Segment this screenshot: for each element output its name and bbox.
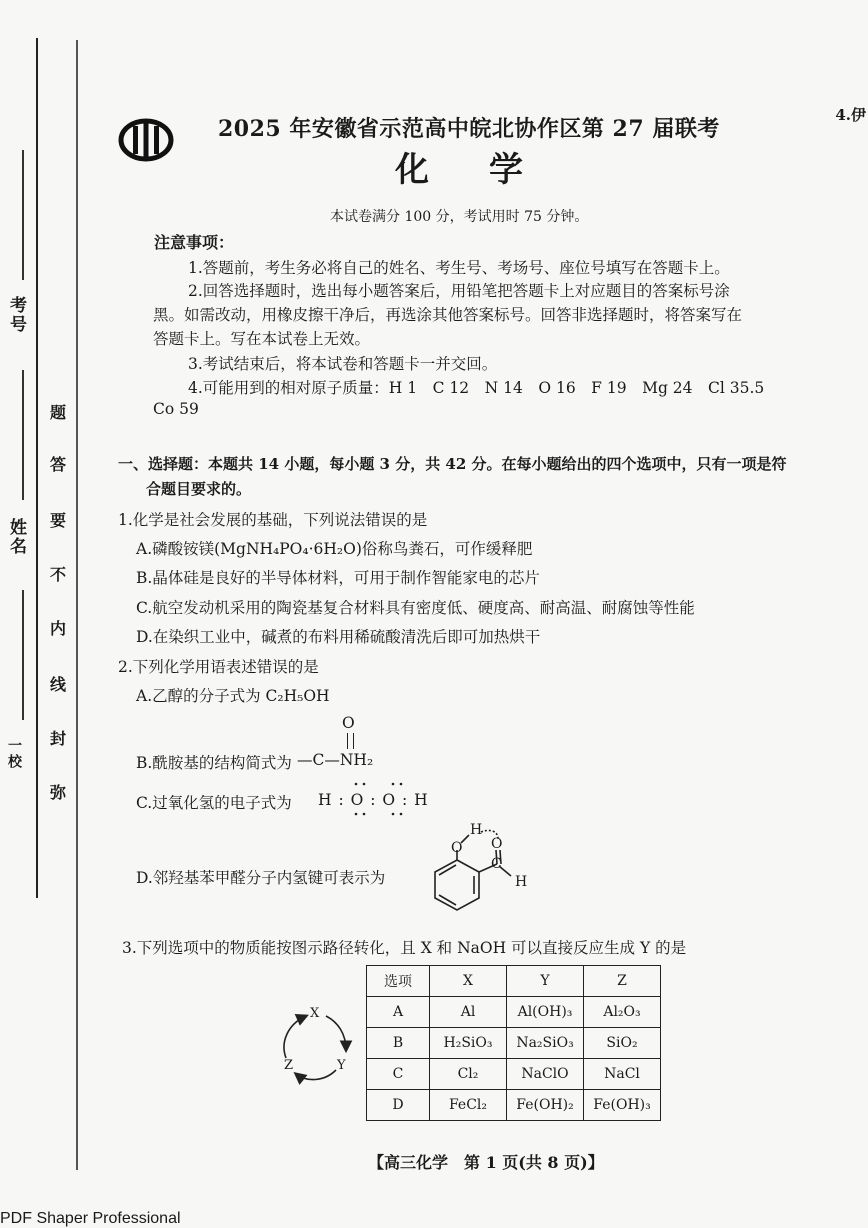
seal-char: 题 <box>50 403 67 422</box>
seal-char: 答 <box>50 455 67 474</box>
table-header: 选项 <box>367 966 430 997</box>
table-cell: A <box>367 997 430 1028</box>
hydroxyl-hydrogen: H <box>470 822 483 838</box>
notice-item: 答题卡上。写在本试卷上无效。 <box>153 330 371 348</box>
school-label: 一校 <box>6 738 22 770</box>
seal-char: 封 <box>50 729 67 748</box>
notice-item: Co 59 <box>153 400 199 418</box>
phenol-oxygen: O <box>451 840 463 856</box>
seal-char: 要 <box>50 511 67 530</box>
table-header-row <box>367 966 661 997</box>
section-heading-cont: 合题目要求的。 <box>146 480 252 498</box>
amide-double-bond <box>347 733 354 749</box>
exam-number-label: 考号 <box>6 296 26 334</box>
table-cell: NaClO <box>507 1059 584 1090</box>
cycle-label-z: Z <box>284 1058 294 1073</box>
table-cell: FeCl₂ <box>430 1090 507 1121</box>
table-row <box>367 1090 661 1121</box>
binding-line-inner <box>76 40 78 1170</box>
q2-option-b-text: B.酰胺基的结构简式为 <box>136 754 292 772</box>
table-row <box>367 1028 661 1059</box>
seal-char: 线 <box>50 675 67 694</box>
notice-heading: 注意事项： <box>154 233 235 252</box>
aldehyde-hydrogen: H <box>515 874 528 890</box>
table-cell: NaCl <box>584 1059 661 1090</box>
table-cell: H₂SiO₃ <box>430 1028 507 1059</box>
cycle-label-y: Y <box>337 1058 346 1073</box>
table-cell: Al(OH)₃ <box>507 997 584 1028</box>
table-cell: Cl₂ <box>430 1059 507 1090</box>
exam-title: 2025 年安徽省示范高中皖北协作区第 27 届联考 <box>218 116 720 142</box>
q1-option-a: A.磷酸铵镁(MgNH₄PO₄·6H₂O)俗称鸟粪石，可作缓释肥 <box>136 540 533 558</box>
seal-char: 不 <box>50 565 67 584</box>
table-row <box>367 1059 661 1090</box>
table-cell: C <box>367 1059 430 1090</box>
exam-number-underline <box>22 150 24 280</box>
notice-item: 黑。如需改动，用橡皮擦干净后，再选涂其他答案标号。回答非选择题时，将答案写在 <box>153 306 743 324</box>
table-row <box>367 997 661 1028</box>
seal-char: 弥 <box>50 783 67 802</box>
table-cell: SiO₂ <box>584 1028 661 1059</box>
table-cell: Na₂SiO₃ <box>507 1028 584 1059</box>
q1-option-c: C.航空发动机采用的陶瓷基复合材料具有密度低、硬度高、耐高温、耐腐蚀等性能 <box>136 599 695 617</box>
notice-item: 3.考试结束后，将本试卷和答题卡一并交回。 <box>188 355 498 373</box>
watermark: PDF Shaper Professional <box>0 1210 181 1227</box>
next-page-edge-text: 4.伊 <box>835 106 866 124</box>
table-cell: Al₂O₃ <box>584 997 661 1028</box>
exam-info: 本试卷满分 100 分，考试用时 75 分钟。 <box>330 209 589 225</box>
q3-stem: 3.下列选项中的物质能按图示路径转化，且 X 和 NaOH 可以直接反应生成 Y 的是 <box>122 939 687 957</box>
aldehyde-oxygen: O <box>491 836 503 852</box>
q2-option-d-text: D.邻羟基苯甲醛分子内氢键可表示为 <box>136 869 386 887</box>
aldehyde-carbon: C <box>491 856 502 872</box>
q1-option-d: D.在染织工业中，碱煮的布料用稀硫酸清洗后即可加热烘干 <box>136 628 541 646</box>
table-cell: Fe(OH)₂ <box>507 1090 584 1121</box>
table-header: Z <box>584 966 661 997</box>
q1-option-b: B.晶体硅是良好的半导体材料，可用于制作智能家电的芯片 <box>136 569 540 587</box>
table-header: X <box>430 966 507 997</box>
cycle-label-x: X <box>310 1006 320 1021</box>
q2-option-c-text: C.过氧化氢的电子式为 <box>136 794 292 812</box>
section-heading: 一、选择题：本题共 14 小题，每小题 3 分，共 42 分。在每小题给出的四个选项中，只有一项是符 <box>118 455 787 473</box>
peroxide-electron-formula: H : O : O : H <box>318 791 429 809</box>
notice-item: 1.答题前，考生务必将自己的姓名、考生号、考场号、座位号填写在答题卡上。 <box>188 259 730 277</box>
name-label: 姓名 <box>6 518 26 556</box>
lone-pair-dots <box>318 780 448 820</box>
q1-stem: 1.化学是社会发展的基础，下列说法错误的是 <box>118 511 428 529</box>
q2-stem: 2.下列化学用语表述错误的是 <box>118 658 319 676</box>
table-cell: Al <box>430 997 507 1028</box>
binding-line-outer <box>36 38 38 898</box>
table-header: Y <box>507 966 584 997</box>
seal-char: 内 <box>50 619 67 638</box>
exam-logo-icon <box>118 118 174 162</box>
amide-formula: —C—NH₂ <box>297 751 374 769</box>
table-cell: Fe(OH)₃ <box>584 1090 661 1121</box>
options-table <box>366 965 661 1121</box>
name-underline <box>22 370 24 500</box>
notice-item: 4.可能用到的相对原子质量：H 1 C 12 N 14 O 16 F 19 Mg 24 Cl 35.5 <box>188 379 765 397</box>
school-underline <box>22 590 24 720</box>
table-cell: D <box>367 1090 430 1121</box>
table-cell: B <box>367 1028 430 1059</box>
subject-title: 化学 <box>395 150 583 190</box>
q2-option-a: A.乙醇的分子式为 C₂H₅OH <box>136 687 330 705</box>
page-footer: 【高三化学 第 1 页(共 8 页)】 <box>368 1153 604 1172</box>
amide-oxygen: O <box>342 714 355 732</box>
notice-item: 2.回答选择题时，选出每小题答案后，用铅笔把答题卡上对应题目的答案标号涂 <box>188 282 730 300</box>
